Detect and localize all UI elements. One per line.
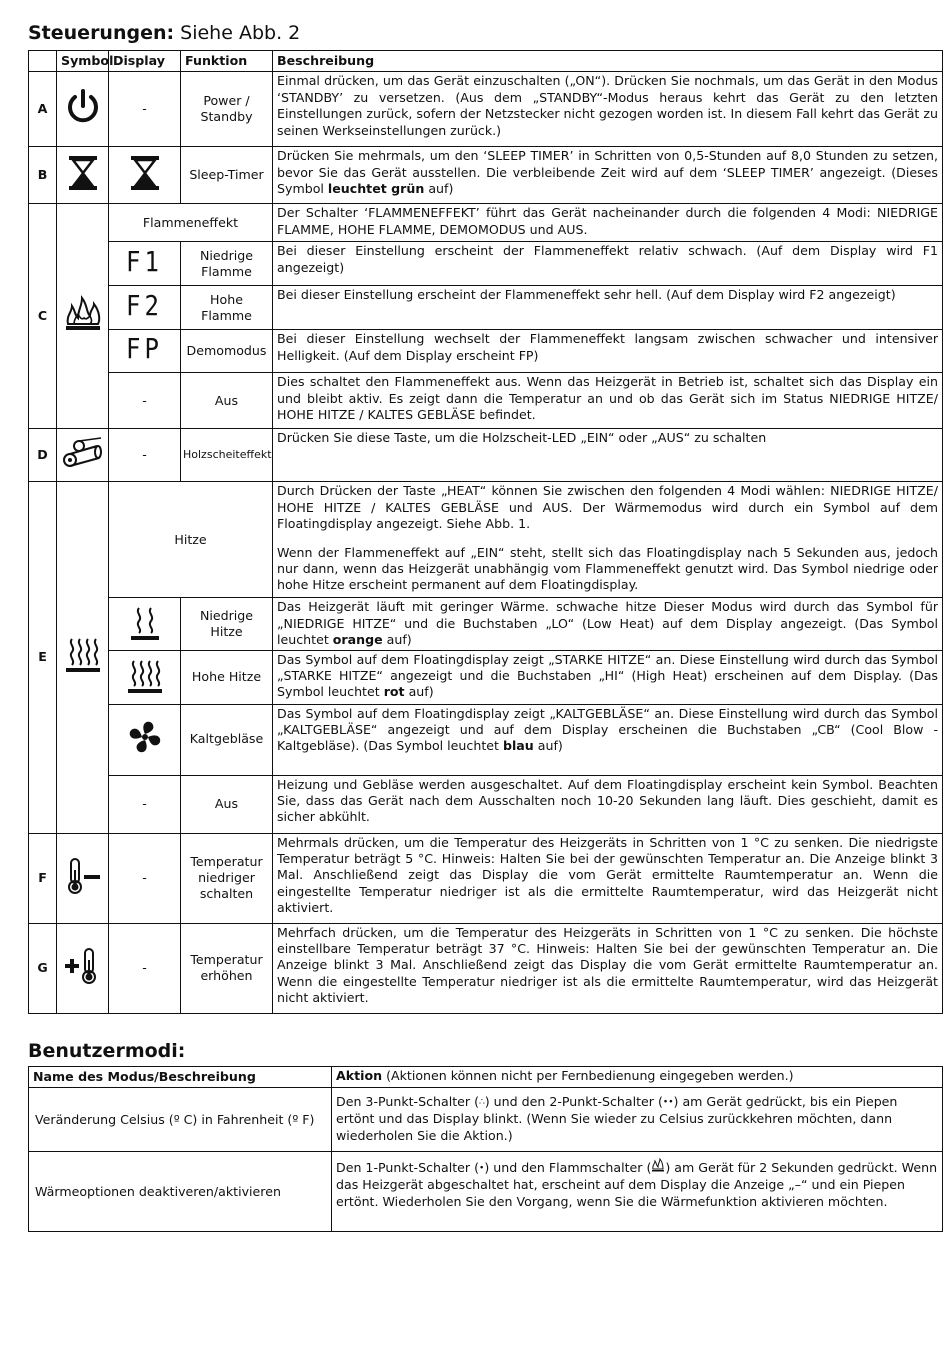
hourglass-icon [57, 147, 109, 204]
description: Bei dieser Einstellung erscheint der Flammeneffekt sehr hell. (Auf dem Display wird F2 angezeigt) [273, 286, 943, 330]
function-label: Aus [181, 373, 273, 429]
flame-small-icon [651, 1160, 665, 1175]
row-c-flammeneffekt [29, 204, 943, 242]
three-dot-icon: ∴ [479, 1097, 485, 1108]
page-title-rest: Siehe Abb. 2 [180, 22, 301, 44]
row-c-fp [29, 330, 943, 373]
row-label: G [29, 923, 57, 1013]
row-e-aus [29, 775, 943, 833]
mode-action: Den 1-Punkt-Schalter (•) und den Flammschalter ( ) am Gerät für 2 Sekunden gedrückt. Wenn das Heizgerät abgeschaltet hat, erscheint auf dem Display die Anzeige „–“ und ein Piepen ertönt. Wiederholen Sie den Vorgang, wenn Sie die Wärmefunktion aktivieren möchten. [332, 1152, 943, 1232]
description: Mehrmals drücken, um die Temperatur des Heizgeräts in Schritten von 1 °C zu senken. Die niedrigste Temperatur beträgt 5 °C. Hinweis: Halten Sie bei der gewünschten Temperatur an. Die Anzeige blinkt 3 Mal. Anschließend zeigt das Display die vom Gerät ermittelte Raumtemperatur an. Wenn die eingestellte Temperatur niedriger ist als die ermittelte Raumtemperatur, wird das Heizgerät nicht aktiviert. [273, 833, 943, 923]
row-b [29, 147, 943, 204]
row-e-hitze [29, 482, 943, 598]
display-value: FP [109, 330, 181, 373]
function-label: Kaltgebläse [181, 704, 273, 775]
thermometer-minus-icon [57, 833, 109, 923]
display-value: - [109, 373, 181, 429]
description: Bei dieser Einstellung wechselt der Flammeneffekt langsam zwischen schwacher und intensiver Helligkeit. (Auf dem Display erscheint FP) [273, 330, 943, 373]
row-c-aus [29, 373, 943, 429]
logs-icon [57, 429, 109, 482]
row-label: B [29, 147, 57, 204]
modes-row-celsius [29, 1088, 943, 1152]
header-beschreibung: Beschreibung [273, 51, 943, 72]
page-title-bold: Steuerungen: [28, 22, 175, 44]
row-label: F [29, 833, 57, 923]
function-label: Demomodus [181, 330, 273, 373]
row-g [29, 923, 943, 1013]
row-f [29, 833, 943, 923]
function-label: Temperatur niedriger schalten [181, 833, 273, 923]
display-value: - [109, 923, 181, 1013]
fan-icon [109, 704, 181, 775]
description: Der Schalter ‘FLAMMENEFFEKT’ führt das Gerät nacheinander durch die folgenden 4 Modi: NIEDRIGE FLAMME, HOHE FLAMME, DEMOMODUS und AUS. [273, 204, 943, 242]
power-icon [57, 72, 109, 147]
row-label: D [29, 429, 57, 482]
low-heat-icon [109, 598, 181, 650]
description: Durch Drücken der Taste „HEAT“ können Sie zwischen den folgenden 4 Modi wählen: NIEDRIGE HITZE/ HOHE HITZE / KALTES GEBLÄSE und AUS. Der Wärmemodus wird durch ein Symbol auf dem Floatingdisplay angezeigt. Siehe Abb. 1. Wenn der Flammeneffekt auf „EIN“ steht, stellt sich das Floatingdisplay nach 5 Sekunden aus, jedoch nur dann, wenn das Heizgerät unabhängig vom Flammeneffekt genutzt wird. Das Symbol niedrige oder hohe Hitze erscheint permanent auf dem Floatingdisplay. [273, 482, 943, 598]
thermometer-plus-icon [57, 923, 109, 1013]
description: Bei dieser Einstellung erscheint der Flammeneffekt relativ schwach. (Auf dem Display wird F1 angezeigt) [273, 242, 943, 286]
description: Das Symbol auf dem Floatingdisplay zeigt „KALTGEBLÄSE“ an. Diese Einstellung wird durch das Symbol „KALTGEBLÄSE“ angezeigt und auf dem Display erscheinen die Buchstaben „CB“ (Cool Blow - Kaltgebläse). (Das Symbol leuchtet blau auf) [273, 704, 943, 775]
description: Dies schaltet den Flammeneffekt aus. Wenn das Heizgerät in Betrieb ist, schaltet sich das Display ein und bleibt aktiv. Es zeigt dann die Temperatur an und ob das Gerät sich im Status NIEDRIGE HITZE/ HOHE HITZE / KALTES GEBLÄSE befindet. [273, 373, 943, 429]
display-value: - [109, 72, 181, 147]
page-title [28, 22, 300, 44]
modes-header-name: Name des Modus/Beschreibung [29, 1067, 332, 1088]
header-symbol: Symbol [57, 51, 109, 72]
row-d [29, 429, 943, 482]
display-value: F1 [109, 242, 181, 286]
row-label: A [29, 72, 57, 147]
modes-row-waerme [29, 1152, 943, 1232]
row-label: E [29, 482, 57, 833]
function-label: Hitze [109, 482, 273, 598]
modes-table [28, 1066, 943, 1232]
two-dot-icon: •• [662, 1097, 674, 1108]
description: Drücken Sie diese Taste, um die Holzscheit-LED „EIN“ oder „AUS“ zu schalten [273, 429, 943, 482]
function-label: Hohe Flamme [181, 286, 273, 330]
description: Mehrfach drücken, um die Temperatur des Heizgeräts in Schritten von 1 °C zu senken. Die höchste einstellbare Temperatur beträgt 37 °C. Hinweis: Halten Sie bei der gewünschten Temperatur an. Die Anzeige blinkt 3 Mal. Anschließend zeigt das Display die vom Gerät ermittelte Raumtemperatur an. Wenn die eingestellte Temperatur niedriger ist als die ermittelte Raumtemperatur, wird das Heizgerät nicht aktiviert. [273, 923, 943, 1013]
mode-action: Den 3-Punkt-Schalter (∴) und den 2-Punkt-Schalter (••) am Gerät gedrückt, bis ein Piepen ertönt und das Display blinkt. (Wenn Sie wieder zu Celsius zurückkehren möchten, dann wiederholen Sie die Aktion.) [332, 1088, 943, 1152]
controls-table [28, 50, 943, 1014]
display-value: - [109, 429, 181, 482]
header-display: Display [109, 51, 181, 72]
function-label: Niedrige Hitze [181, 598, 273, 650]
function-label: Niedrige Flamme [181, 242, 273, 286]
hourglass-display-icon [109, 147, 181, 204]
function-label: Sleep-Timer [181, 147, 273, 204]
modes-heading: Benutzermodi: [28, 1040, 186, 1062]
function-label: Temperatur erhöhen [181, 923, 273, 1013]
row-e-niedrig [29, 598, 943, 650]
modes-header-action: Aktion (Aktionen können nicht per Fernbedienung eingegeben werden.) [332, 1067, 943, 1088]
display-value: - [109, 775, 181, 833]
row-e-hoch [29, 650, 943, 704]
description: Drücken Sie mehrmals, um den ‘SLEEP TIMER’ in Schritten von 0,5-Stunden auf 8,0 Stunden zu setzen, bevor Sie das Gerät ausstellen. Die verbleibende Zeit wird auf dem ‘SLEEP TIMER’ angezeigt. (Dieses Symbol leuchtet grün auf) [273, 147, 943, 204]
row-e-kalt [29, 704, 943, 775]
function-label: Aus [181, 775, 273, 833]
row-label: C [29, 204, 57, 429]
description: Heizung und Gebläse werden ausgeschaltet. Auf dem Floatingdisplay erscheint kein Symbol. Beachten Sie, dass das Gerät nach dem Ausschalten noch 10-20 Sekunden lang läuft. Dies geschieht, damit es sicher abkühlt. [273, 775, 943, 833]
function-label: Holzscheiteffekt [181, 429, 273, 482]
modes-header-row [29, 1067, 943, 1088]
function-label: Power / Standby [181, 72, 273, 147]
display-value: F2 [109, 286, 181, 330]
row-c-f2 [29, 286, 943, 330]
description: Einmal drücken, um das Gerät einzuschalten („ON“). Drücken Sie nochmals, um das Gerät in den Modus ‘STANDBY’ zu versetzen. (Aus dem „STANDBY“-Modus heraus kehrt das Gerät zu den letzten Einstellungen zurück, sofern der Netzstecker nicht gezogen worden ist. In diesem Fall kehrt das Gerät zu seinen Werkseinstellungen zurück.) [273, 72, 943, 147]
header-funktion: Funktion [181, 51, 273, 72]
row-a [29, 72, 943, 147]
flame-icon [57, 204, 109, 429]
high-heat-icon [109, 650, 181, 704]
mode-name: Veränderung Celsius (º C) in Fahrenheit (º F) [29, 1088, 332, 1152]
one-dot-icon: • [479, 1163, 485, 1174]
function-label: Hohe Hitze [181, 650, 273, 704]
controls-header-row [29, 51, 943, 72]
display-value: - [109, 833, 181, 923]
mode-name: Wärmeoptionen deaktiveren/aktivieren [29, 1152, 332, 1232]
function-label: Flammeneffekt [109, 204, 273, 242]
description: Das Symbol auf dem Floatingdisplay zeigt „STARKE HITZE“ an. Diese Einstellung wird durch das Symbol „STARKE HITZE“ angezeigt und die Buchstaben „HI“ (High Heat) erscheinen auf dem Display. (Das Symbol leuchtet rot auf) [273, 650, 943, 704]
description: Das Heizgerät läuft mit geringer Wärme. schwache hitze Dieser Modus wird durch das Symbol für „NIEDRIGE HITZE“ und die Buchstaben „LO“ (Low Heat) auf dem Display angezeigt. (Das Symbol leuchtet orange auf) [273, 598, 943, 650]
row-c-f1 [29, 242, 943, 286]
heat-icon [57, 482, 109, 833]
